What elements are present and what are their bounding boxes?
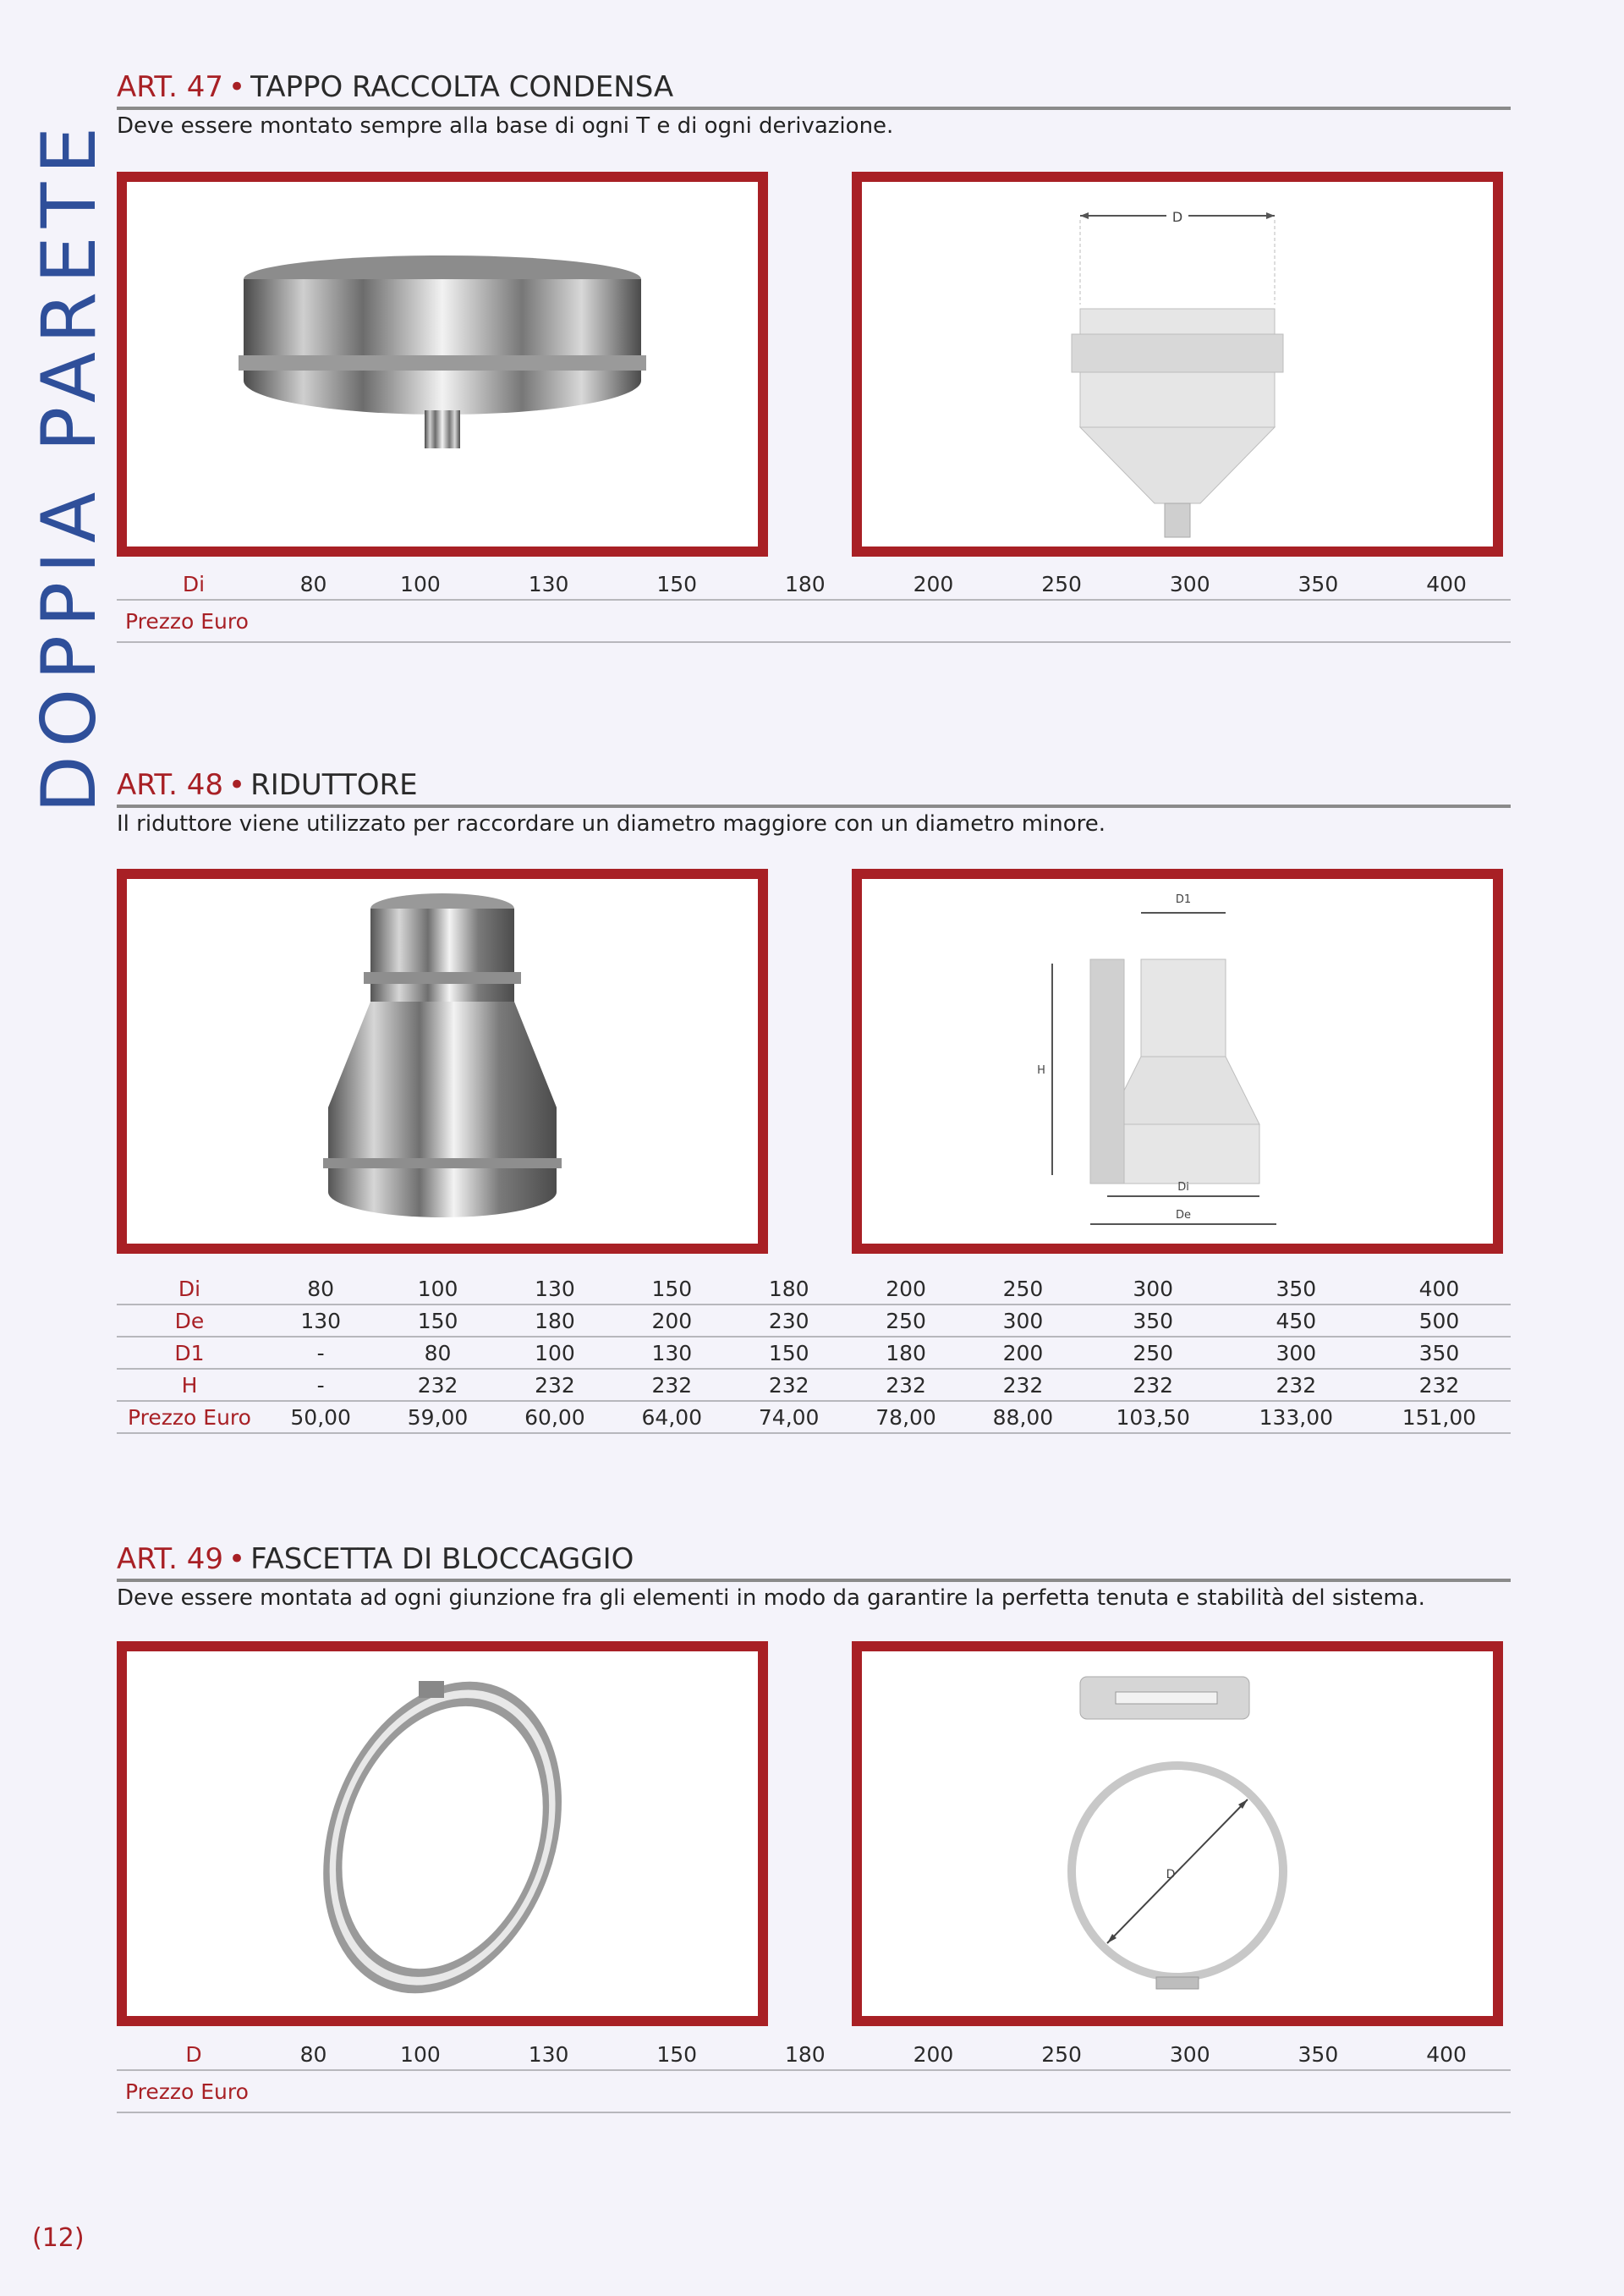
table-row: [117, 1369, 1511, 1401]
table-cell: 80: [379, 1337, 496, 1369]
table-row: [117, 600, 1511, 642]
article-number: ART. 48: [117, 768, 224, 802]
table-cell: 130: [497, 1273, 613, 1305]
table-cell: 78,00: [848, 1401, 964, 1433]
row-label: Prezzo Euro: [117, 600, 271, 642]
table-cell: 300: [1126, 569, 1254, 600]
table-cell: 350: [1368, 1337, 1511, 1369]
table-cell: 400: [1382, 569, 1511, 600]
table-cell: 500: [1368, 1305, 1511, 1337]
product-photo-clamp: [117, 1641, 768, 2026]
article-name: TAPPO RACCOLTA CONDENSA: [250, 70, 674, 104]
table-cell: 150: [379, 1305, 496, 1337]
reducer-drawing: [862, 879, 1493, 1244]
side-title: [25, 118, 113, 813]
table-cell: 133,00: [1225, 1401, 1368, 1433]
table-cell: 232: [379, 1369, 496, 1401]
table-cell: 64,00: [613, 1401, 730, 1433]
table-cell: 250: [964, 1273, 1081, 1305]
table-cell: -: [262, 1337, 379, 1369]
table-cell: 74,00: [731, 1401, 848, 1433]
row-label: H: [117, 1369, 262, 1401]
table-cell: 130: [485, 569, 613, 600]
empty-price-cell: [271, 2070, 1511, 2112]
table-cell: 150: [731, 1337, 848, 1369]
table-cell: 130: [262, 1305, 379, 1337]
dimension-label-h: H: [1037, 1064, 1045, 1077]
table-cell: 232: [731, 1369, 848, 1401]
article-number: ART. 47: [117, 70, 224, 104]
dimension-label-di: Di: [1177, 1181, 1189, 1194]
technical-drawing-cap: [852, 172, 1503, 557]
technical-drawing-reducer: [852, 869, 1503, 1254]
table-cell: 100: [497, 1337, 613, 1369]
table-cell: 350: [1254, 2039, 1383, 2070]
table-cell: 232: [848, 1369, 964, 1401]
dimension-label-d1: D1: [1175, 893, 1192, 906]
table-cell: 80: [271, 2039, 356, 2070]
table-cell: 100: [356, 2039, 485, 2070]
table-cell: 350: [1254, 569, 1383, 600]
condensate-cap-drawing: [862, 182, 1493, 547]
table-cell: 180: [731, 1273, 848, 1305]
table-cell: 300: [1126, 2039, 1254, 2070]
article-description: Deve essere montata ad ogni giunzione fra gli elementi in modo da garantire la perfetta tenuta e stabilità del sistema.: [117, 1585, 1425, 1611]
empty-price-cell: [271, 600, 1511, 642]
table-cell: 88,00: [964, 1401, 1081, 1433]
table-cell: 232: [497, 1369, 613, 1401]
dimension-label-d: D: [1166, 1868, 1176, 1881]
table-cell: 150: [613, 1273, 730, 1305]
table-cell: 232: [964, 1369, 1081, 1401]
table-row: [117, 1337, 1511, 1369]
table-cell: 200: [870, 2039, 998, 2070]
table-cell: 50,00: [262, 1401, 379, 1433]
row-label: De: [117, 1305, 262, 1337]
article-number: ART. 49: [117, 1542, 224, 1576]
dimension-label-d: D: [1171, 209, 1183, 225]
table-cell: 232: [613, 1369, 730, 1401]
product-photo-cap: [117, 172, 768, 557]
row-label: Prezzo Euro: [117, 1401, 262, 1433]
section-title: [117, 766, 1511, 805]
table-cell: 180: [497, 1305, 613, 1337]
table-cell: 103,50: [1082, 1401, 1225, 1433]
table-row: [117, 569, 1511, 600]
table-cell: 59,00: [379, 1401, 496, 1433]
table-cell: 200: [870, 569, 998, 600]
table-row: [117, 2039, 1511, 2070]
section-art-47: [117, 68, 1511, 144]
table-cell: 450: [1225, 1305, 1368, 1337]
table-cell: 180: [741, 2039, 870, 2070]
page-number: (12): [32, 2223, 85, 2253]
technical-drawing-clamp: [852, 1641, 1503, 2026]
table-cell: 250: [848, 1305, 964, 1337]
section-art-49: [117, 1540, 1511, 1616]
table-cell: 200: [848, 1273, 964, 1305]
bullet-icon: •: [228, 768, 246, 802]
locking-clamp-drawing: [862, 1651, 1493, 2016]
side-title-text: DOPPIA PARETE: [25, 118, 113, 813]
table-cell: 400: [1368, 1273, 1511, 1305]
section-art-48: [117, 766, 1511, 842]
spec-table-art-49: [117, 2039, 1511, 2113]
product-photo-reducer: [117, 869, 768, 1254]
article-name: FASCETTA DI BLOCCAGGIO: [250, 1542, 634, 1576]
table-row: [117, 1401, 1511, 1433]
dimension-label-de: De: [1175, 1209, 1192, 1222]
table-cell: 230: [731, 1305, 848, 1337]
table-cell: 200: [613, 1305, 730, 1337]
table-row: [117, 1273, 1511, 1305]
table-cell: 300: [1082, 1273, 1225, 1305]
table-cell: 300: [1225, 1337, 1368, 1369]
table-cell: 232: [1082, 1369, 1225, 1401]
article-name: RIDUTTORE: [250, 768, 418, 802]
section-title: [117, 68, 1511, 107]
article-description: Deve essere montato sempre alla base di ogni T e di ogni derivazione.: [117, 113, 894, 139]
condensate-cap-photo: [127, 182, 758, 547]
table-cell: 232: [1225, 1369, 1368, 1401]
table-cell: 150: [612, 569, 741, 600]
spec-table-art-47: [117, 569, 1511, 643]
table-cell: 100: [379, 1273, 496, 1305]
table-cell: -: [262, 1369, 379, 1401]
bullet-icon: •: [228, 70, 246, 104]
row-label: Di: [117, 1273, 262, 1305]
row-label: D1: [117, 1337, 262, 1369]
table-cell: 250: [997, 569, 1126, 600]
table-cell: 232: [1368, 1369, 1511, 1401]
table-cell: 80: [262, 1273, 379, 1305]
table-cell: 130: [485, 2039, 613, 2070]
table-cell: 130: [613, 1337, 730, 1369]
table-cell: 80: [271, 569, 356, 600]
spec-table-art-48: [117, 1273, 1511, 1434]
table-cell: 180: [741, 569, 870, 600]
bullet-icon: •: [228, 1542, 246, 1576]
table-row: [117, 2070, 1511, 2112]
table-cell: 300: [964, 1305, 1081, 1337]
table-cell: 350: [1225, 1273, 1368, 1305]
table-cell: 350: [1082, 1305, 1225, 1337]
article-description: Il riduttore viene utilizzato per raccordare un diametro maggiore con un diametro minore.: [117, 811, 1106, 837]
table-cell: 250: [1082, 1337, 1225, 1369]
table-cell: 180: [848, 1337, 964, 1369]
table-cell: 151,00: [1368, 1401, 1511, 1433]
table-cell: 150: [612, 2039, 741, 2070]
table-cell: 100: [356, 569, 485, 600]
table-cell: 400: [1382, 2039, 1511, 2070]
table-row: [117, 1305, 1511, 1337]
row-label: Prezzo Euro: [117, 2070, 271, 2112]
row-label: D: [117, 2039, 271, 2070]
table-cell: 200: [964, 1337, 1081, 1369]
locking-clamp-photo: [127, 1651, 758, 2016]
section-title: [117, 1540, 1511, 1579]
reducer-photo: [127, 879, 758, 1244]
row-label: Di: [117, 569, 271, 600]
table-cell: 250: [997, 2039, 1126, 2070]
table-cell: 60,00: [497, 1401, 613, 1433]
